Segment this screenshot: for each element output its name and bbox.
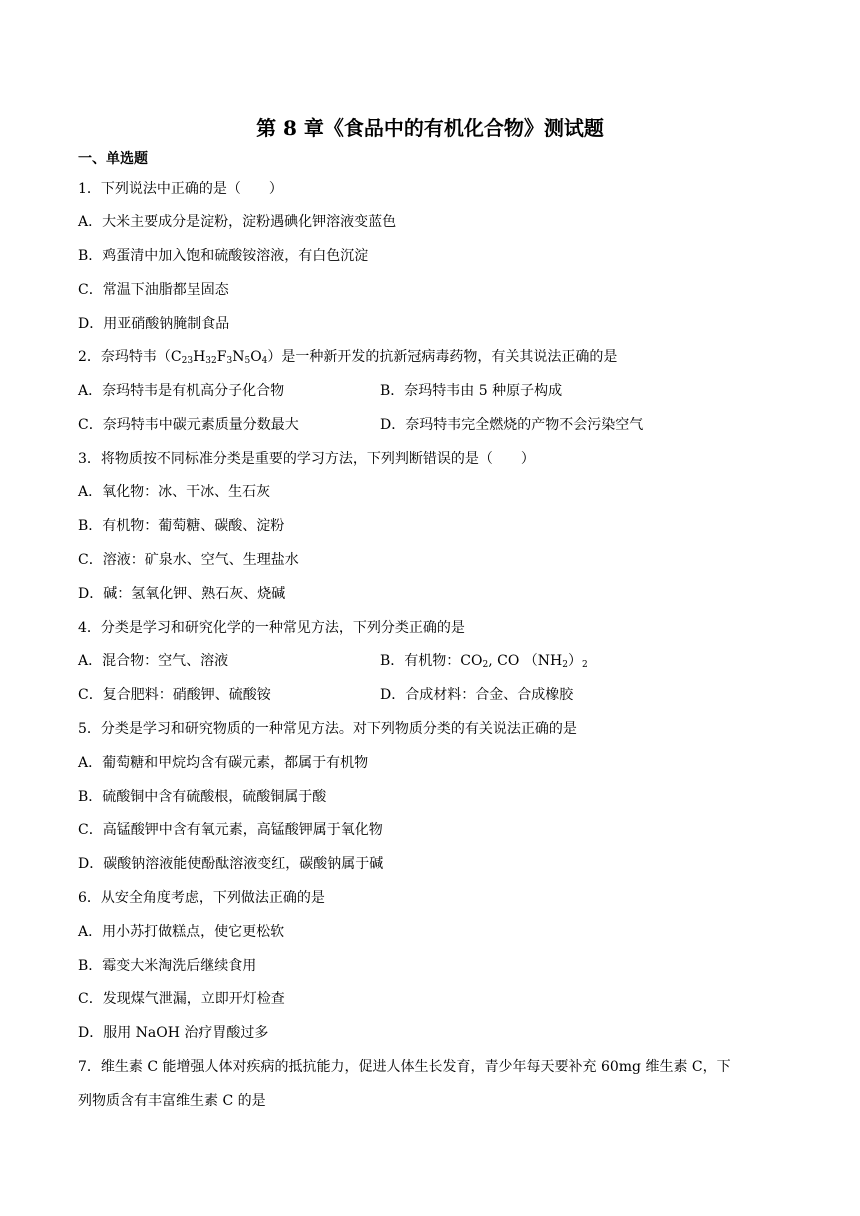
question-3-option-b: B．有机物：葡萄糖、碳酸、淀粉 [78, 518, 285, 534]
question-3-option-d: D．碱：氢氧化钾、熟石灰、烧碱 [78, 586, 286, 602]
question-6-stem: 6．从安全角度考虑，下列做法正确的是 [78, 890, 325, 906]
question-4-option-c: C．复合肥料：硝酸钾、硫酸铵 [78, 687, 271, 703]
question-6-option-b: B．霉变大米淘洗后继续食用 [78, 958, 257, 974]
question-4-option-a: A．混合物：空气、溶液 [78, 653, 229, 669]
section-heading: 一、单选题 [78, 151, 148, 167]
question-5-option-d: D．碳酸钠溶液能使酚酞溶液变红，碳酸钠属于碱 [78, 856, 384, 872]
question-3-option-c: C．溶液：矿泉水、空气、生理盐水 [78, 552, 299, 568]
question-7-stem-line-1: 7．维生素 C 能增强人体对疾病的抵抗能力，促进人体生长发育，青少年每天要补充 60mg 维生素 C，下 [78, 1059, 731, 1075]
question-2-stem: 2．奈玛特韦$(C_{23}H_{32}F_3N_5O_4)$是一种新开发的抗新冠病毒药物，有关其说法正确的是 [78, 349, 618, 366]
question-5-option-a: A．葡萄糖和甲烷均含有碳元素，都属于有机物 [78, 755, 369, 771]
question-1-option-b: B．鸡蛋清中加入饱和硫酸铵溶液，有白色沉淀 [78, 248, 369, 264]
question-5-stem: 5．分类是学习和研究物质的一种常见方法。对下列物质分类的有关说法正确的是 [78, 721, 577, 737]
question-2-option-b: B．奈玛特韦由 5 种原子构成 [380, 383, 563, 399]
question-7-stem-line-2: 列物质含有丰富维生素 C 的是 [78, 1093, 266, 1109]
question-1-option-a: A．大米主要成分是淀粉，淀粉遇碘化钾溶液变蓝色 [78, 214, 397, 230]
question-5-option-c: C．高锰酸钾中含有氧元素，高锰酸钾属于氧化物 [78, 822, 383, 838]
question-4-option-d: D．合成材料：合金、合成橡胶 [380, 687, 574, 703]
question-5-option-b: B．硫酸铜中含有硫酸根，硫酸铜属于酸 [78, 789, 327, 805]
question-3-option-a: A．氧化物：冰、干冰、生石灰 [78, 484, 271, 500]
question-4-stem: 4．分类是学习和研究化学的一种常见方法，下列分类正确的是 [78, 620, 465, 636]
question-3-stem: 3．将物质按不同标准分类是重要的学习方法，下列判断错误的是（ ） [78, 451, 535, 467]
question-1-stem: 1．下列说法中正确的是（ ） [78, 181, 283, 197]
question-4-option-b: B．有机物：$CO_2$, CO $(NH_2)_2$ [380, 653, 588, 670]
question-2-option-d: D．奈玛特韦完全燃烧的产物不会污染空气 [380, 417, 644, 433]
question-2-option-c: C．奈玛特韦中碳元素质量分数最大 [78, 417, 299, 433]
question-1-option-d: D．用亚硝酸钠腌制食品 [78, 316, 230, 332]
question-1-option-c: C．常温下油脂都呈固态 [78, 282, 229, 298]
page-title: 第 8 章《食品中的有机化合物》测试题 [256, 116, 604, 140]
question-6-option-c: C．发现煤气泄漏，立即开灯检查 [78, 991, 285, 1007]
question-2-option-a: A．奈玛特韦是有机高分子化合物 [78, 383, 285, 399]
question-6-option-a: A．用小苏打做糕点，使它更松软 [78, 924, 285, 940]
question-6-option-d: D．服用 NaOH 治疗胃酸过多 [78, 1025, 269, 1041]
